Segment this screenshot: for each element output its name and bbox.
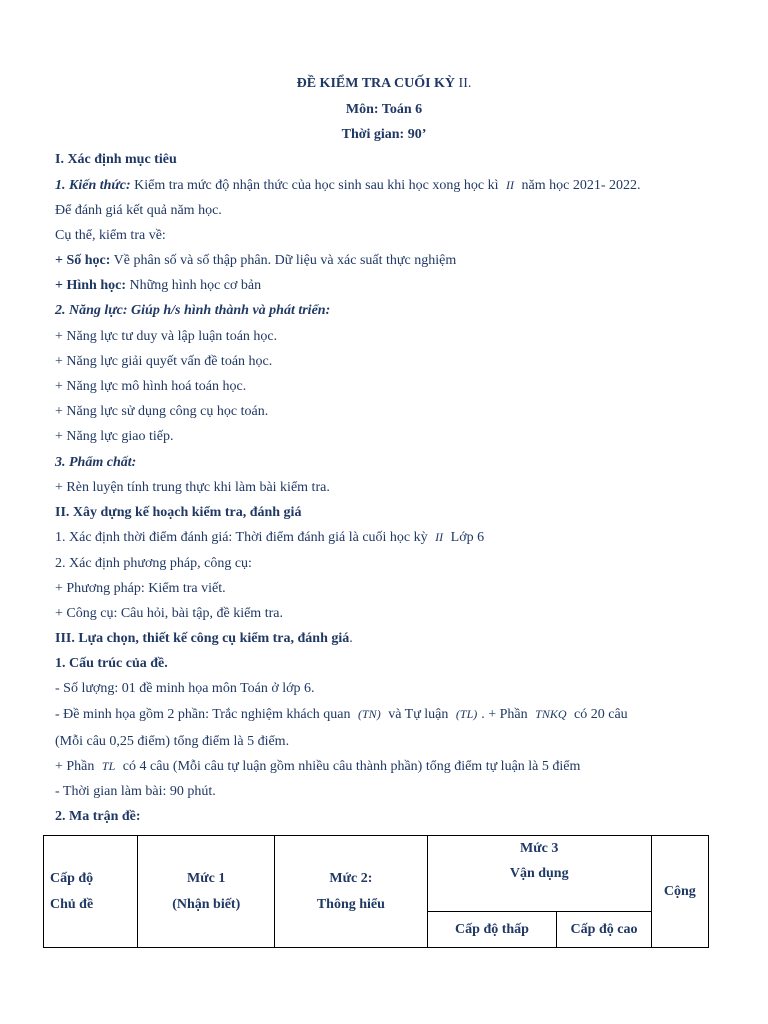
math-roman-two: II bbox=[506, 178, 514, 192]
ability-item: + Năng lực mô hình hoá toán học. bbox=[55, 379, 247, 394]
specifically-line: Cụ thể, kiểm tra về: bbox=[55, 228, 166, 243]
doc-title-roman: II. bbox=[458, 76, 472, 91]
ability-item: + Năng lực sử dụng công cụ học toán. bbox=[55, 404, 269, 419]
knowledge-text: Kiểm tra mức độ nhận thức của học sinh sau khi học xong học kì bbox=[130, 178, 499, 193]
method-heading: 2. Xác định phương pháp, công cụ: bbox=[55, 556, 252, 571]
parts-text: và Tự luận bbox=[388, 707, 449, 722]
parts-text: - Đề minh họa gồm 2 phần: Trắc nghiệm khách quan bbox=[55, 707, 351, 722]
ability-item: + Năng lực giao tiếp. bbox=[55, 429, 174, 444]
level3-header-line2: Vận dụng bbox=[509, 866, 569, 881]
ability-item: + Năng lực giải quyết vấn đề toán học. bbox=[55, 354, 273, 369]
level3-header-line1: Mức 3 bbox=[520, 841, 559, 856]
section3-heading-dot: . bbox=[349, 631, 353, 646]
topic-header-cell bbox=[44, 836, 138, 948]
timing-text: 1. Xác định thời điểm đánh giá: Thời điểm đánh giá là cuối học kỳ bbox=[55, 530, 428, 545]
arith-label: + Số học: bbox=[55, 253, 111, 268]
total-header-cell bbox=[651, 836, 708, 948]
level1-header-line2: (Nhận biết) bbox=[172, 896, 241, 912]
math-tnkq: TNKQ bbox=[535, 707, 567, 721]
parts-cont: (Mỗi câu 0,25 điểm) tổng điểm là 5 điểm. bbox=[55, 734, 290, 749]
duration-line: - Thời gian làm bài: 90 phút. bbox=[55, 784, 216, 799]
tools-line: + Công cụ: Câu hỏi, bài tập, đề kiểm tra. bbox=[55, 606, 283, 621]
low-level-text: Cấp độ thấp bbox=[455, 921, 529, 937]
doc-subject: Môn: Toán 6 bbox=[345, 102, 423, 117]
matrix-heading: 2. Ma trận đề: bbox=[55, 809, 141, 824]
arith-text: Về phân số và số thập phân. Dữ liệu và xác suất thực nghiệm bbox=[110, 253, 457, 268]
tl-line bbox=[55, 759, 580, 775]
level2-header-line2: Thông hiểu bbox=[316, 896, 385, 912]
section3-heading bbox=[55, 631, 353, 647]
math-roman-two: II bbox=[435, 530, 444, 544]
math-tl: (TL) bbox=[455, 707, 478, 721]
total-header-text: Cộng bbox=[663, 883, 696, 899]
arith-line bbox=[55, 253, 456, 269]
ability-item: + Năng lực tư duy và lập luận toán học. bbox=[55, 329, 278, 344]
geo-label: + Hình học: bbox=[55, 278, 126, 293]
tl-text: + Phần bbox=[55, 759, 95, 774]
ability-heading: 2. Năng lực: Giúp h/s hình thành và phát triển: bbox=[55, 303, 331, 318]
topic-header-line1: Cấp độ bbox=[50, 870, 94, 886]
parts-text: có 20 câu bbox=[574, 707, 628, 722]
knowledge-year: năm học 2021- 2022. bbox=[521, 178, 641, 193]
high-level-cell bbox=[557, 912, 651, 948]
math-tn: (TN) bbox=[358, 707, 381, 721]
math-tl: TL bbox=[101, 759, 116, 773]
tl-text: có 4 câu (Mỗi câu tự luận gồm nhiều câu thành phần) tổng điểm tự luận là 5 điểm bbox=[122, 759, 581, 774]
low-level-cell bbox=[427, 912, 557, 948]
geo-text: Những hình học cơ bản bbox=[126, 278, 262, 293]
level2-header-line1: Mức 2: bbox=[329, 870, 373, 886]
parts-text: . + Phần bbox=[481, 707, 528, 722]
method-line: + Phương pháp: Kiểm tra viết. bbox=[55, 581, 226, 596]
quality-heading: 3. Phẩm chất: bbox=[55, 455, 137, 470]
level1-header-line1: Mức 1 bbox=[187, 870, 226, 886]
quality-item: + Rèn luyện tính trung thực khi làm bài kiểm tra. bbox=[55, 480, 330, 495]
level2-header-cell bbox=[275, 836, 428, 948]
doc-title-text: ĐỀ KIỂM TRA CUỐI KỲ bbox=[296, 76, 456, 91]
parts-line bbox=[55, 707, 628, 723]
level1-header-cell bbox=[138, 836, 275, 948]
structure-heading: 1. Cấu trúc của đề. bbox=[55, 656, 168, 671]
section3-heading-text: III. Lựa chọn, thiết kế công cụ kiểm tra, đánh giá bbox=[55, 631, 350, 646]
topic-header-line2: Chủ đề bbox=[50, 896, 94, 912]
geo-line bbox=[55, 278, 261, 294]
timing-grade: Lớp 6 bbox=[450, 530, 485, 545]
section2-heading: II. Xây dựng kế hoạch kiểm tra, đánh giá bbox=[55, 505, 302, 520]
timing-line bbox=[55, 530, 484, 546]
knowledge-label: 1. Kiến thức: bbox=[55, 178, 131, 193]
high-level-text: Cấp độ cao bbox=[570, 921, 638, 937]
section1-heading: I. Xác định mục tiêu bbox=[55, 152, 177, 167]
doc-title bbox=[0, 76, 768, 92]
knowledge-line bbox=[55, 178, 640, 194]
matrix-table bbox=[43, 835, 709, 948]
knowledge-cont: Để đánh giá kết quả năm học. bbox=[55, 203, 222, 218]
quantity-line: - Số lượng: 01 đề minh họa môn Toán ở lớp 6. bbox=[55, 681, 315, 696]
doc-time: Thời gian: 90’ bbox=[341, 127, 427, 142]
level3-header-cell bbox=[427, 836, 651, 912]
